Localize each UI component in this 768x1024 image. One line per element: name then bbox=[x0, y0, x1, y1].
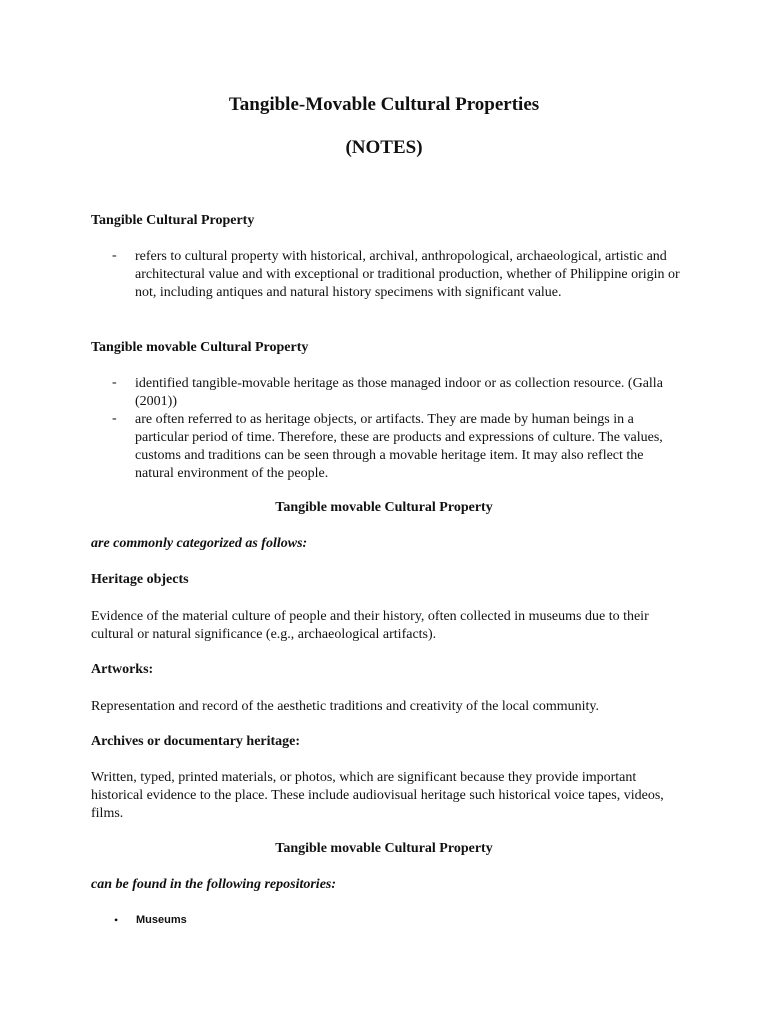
list-item-text: identified tangible-movable heritage as those managed indoor or as collection resource. (Galla (2001)) bbox=[135, 376, 663, 409]
document-title: Tangible-Movable Cultural Properties bbox=[228, 94, 540, 115]
document-subtitle: (NOTES) bbox=[345, 137, 423, 158]
list-item-text: refers to cultural property with historical, archival, anthropological, archaeological, artistic and architectural value and with exceptional or traditional production, whether of Philippine origin or not, including antiques and natural history specimens with significant value. bbox=[135, 249, 680, 300]
category-description: Representation and record of the aesthetic traditions and creativity of the local community. bbox=[91, 699, 599, 714]
bullet-item-text: Museums bbox=[136, 914, 187, 926]
section-heading-categories: Tangible movable Cultural Property bbox=[275, 500, 493, 515]
list-marker: - bbox=[112, 411, 117, 426]
section-subheading-repositories: can be found in the following repositories: bbox=[91, 877, 337, 892]
list-marker: - bbox=[112, 375, 117, 390]
category-heading: Artworks: bbox=[91, 662, 154, 677]
section-heading-tangible-movable-property: Tangible movable Cultural Property bbox=[91, 340, 309, 355]
category-description: Evidence of the material culture of people and their history, often collected in museums due to their cultural or natural significance (e.g., archaeological artifacts). bbox=[91, 609, 649, 642]
category-heading: Archives or documentary heritage: bbox=[91, 734, 301, 749]
category-heading: Heritage objects bbox=[91, 572, 189, 587]
list-marker: - bbox=[112, 248, 117, 263]
section-heading-repositories: Tangible movable Cultural Property bbox=[275, 841, 493, 856]
bullet-marker: • bbox=[114, 913, 119, 927]
list-item-text: are often referred to as heritage objects, or artifacts. They are made by human beings in a particular period of time. Therefore, these are products and expressions of culture. The values, customs and traditions can be seen through a movable heritage item. It may also reflect the natural environment of the people. bbox=[135, 412, 663, 481]
section-heading-tangible-cultural-property: Tangible Cultural Property bbox=[91, 213, 255, 228]
section-subheading-categories: are commonly categorized as follows: bbox=[91, 536, 308, 551]
category-description: Written, typed, printed materials, or photos, which are significant because they provide important historical evidence to the place. These include audiovisual heritage such historical voice tapes, videos, films. bbox=[91, 770, 664, 821]
